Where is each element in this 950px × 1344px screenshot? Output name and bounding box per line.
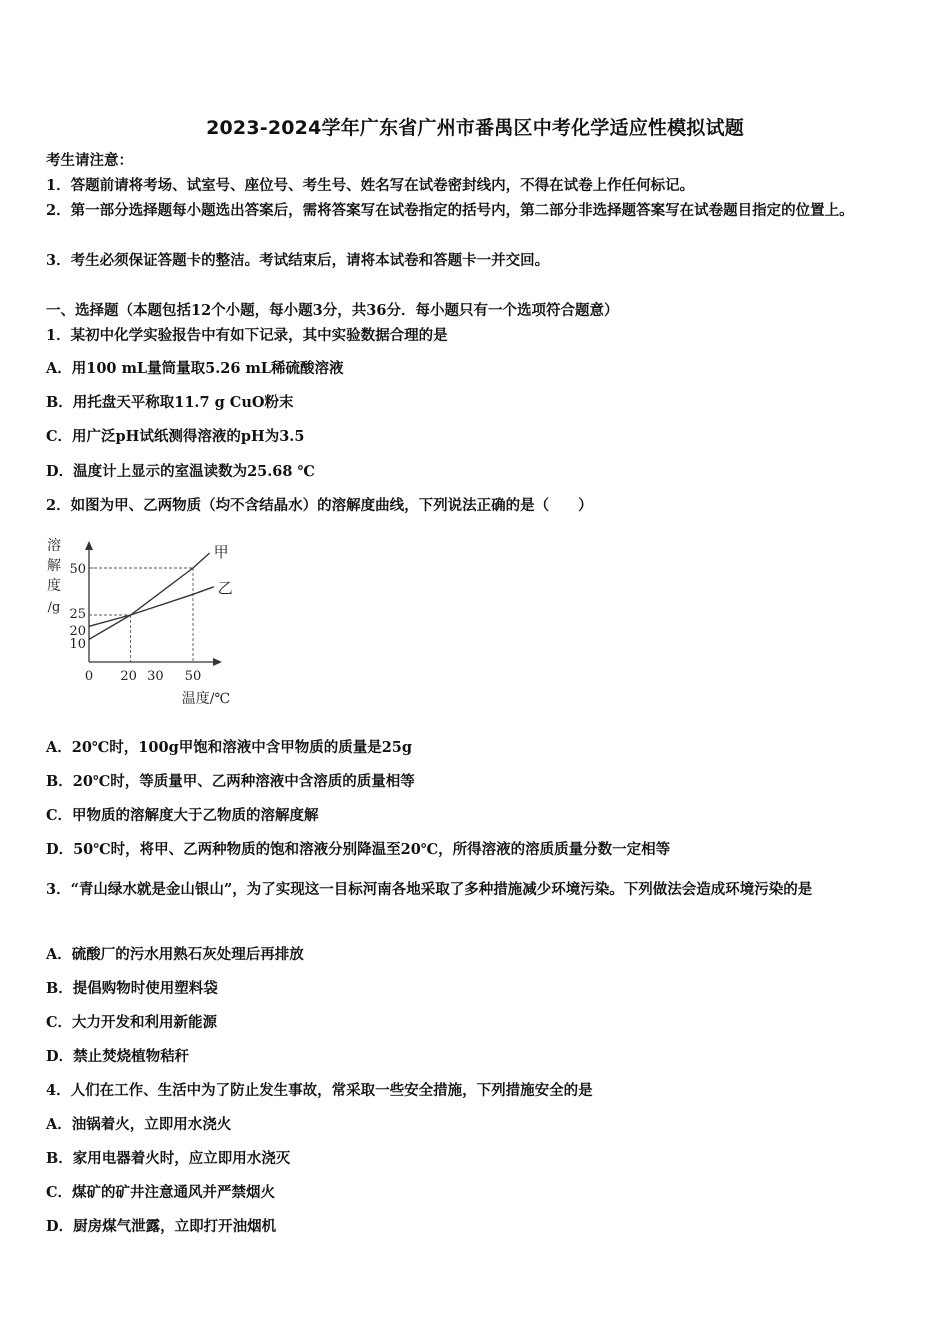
origin-label: 0	[84, 669, 94, 684]
option-b: B．用托盘天平称取11.7 g CuO粉末	[46, 394, 294, 411]
question-stem: 4．人们在工作、生活中为了防止发生事故，常采取一些安全措施，下列措施安全的是	[46, 1082, 593, 1099]
series-line-yi	[89, 587, 214, 627]
notice-item: 3．考生必须保证答题卡的整洁。考试结束后，请将本试卷和答题卡一并交回。	[46, 252, 550, 269]
option-a: A．20℃时，100g甲饱和溶液中含甲物质的质量是25g	[46, 739, 413, 756]
notice-item: 1．答题前请将考场、试室号、座位号、考生号、姓名写在试卷密封线内，不得在试卷上作任何标记。	[46, 177, 695, 194]
y-axis-label	[47, 537, 61, 615]
option-a: A．油锅着火，立即用水浇火	[46, 1116, 232, 1133]
series-group	[89, 543, 233, 639]
y-tick-label: 20	[69, 624, 86, 640]
x-tick-label: 50	[184, 669, 202, 684]
notice-item: 2．第一部分选择题每小题选出答案后，需将答案写在试卷指定的括号内，第二部分非选择题答案写在试卷题目指定的位置上。	[46, 202, 854, 219]
question-stem: 2．如图为甲、乙两物质（均不含结晶水）的溶解度曲线，下列说法正确的是（ ）	[46, 497, 593, 514]
option-d: D．温度计上显示的室温读数为25.68 ℃	[46, 463, 315, 480]
series-label-yi: 乙	[217, 578, 233, 597]
x-axis-arrow	[213, 658, 222, 666]
notice-heading: 考生请注意：	[46, 152, 133, 169]
question-stem: 3．“青山绿水就是金山银山”，为了实现这一目标河南各地采取了多种措施减少环境污染。下列做法会造成环境污染的是	[46, 881, 813, 898]
question-stem: 1．某初中化学实验报告中有如下记录，其中实验数据合理的是	[46, 327, 448, 344]
page-title: 2023-2024学年广东省广州市番禺区中考化学适应性模拟试题	[206, 117, 744, 139]
guide-lines	[89, 568, 193, 662]
option-d: D．禁止焚烧植物秸秆	[46, 1048, 190, 1065]
y-tick-label: 25	[69, 607, 86, 622]
x-tick-label: 20	[120, 669, 137, 684]
option-c: C．甲物质的溶解度大于乙物质的溶解度解	[46, 807, 319, 824]
option-d: D．厨房煤气泄露，立即打开油烟机	[46, 1218, 277, 1235]
section-heading: 一、选择题（本题包括12个小题，每小题3分，共36分．每小题只有一个选项符合题意）	[46, 302, 619, 319]
option-c: C．大力开发和利用新能源	[46, 1014, 218, 1031]
series-line-jia	[89, 553, 210, 639]
y-label-char: 解	[47, 558, 61, 574]
series-label-jia: 甲	[213, 542, 229, 561]
option-c: C．用广泛pH试纸测得溶液的pH为3.5	[46, 428, 305, 445]
y-tick-label: 10	[69, 637, 86, 653]
x-tick-label: 30	[147, 669, 164, 684]
option-a: A．用100 mL量筒量取5.26 mL稀硫酸溶液	[46, 360, 344, 377]
option-c: C．煤矿的矿井注意通风并严禁烟火	[46, 1184, 276, 1201]
option-b: B．提倡购物时使用塑料袋	[46, 980, 218, 997]
x-axis-label: 温度/℃	[181, 691, 231, 707]
solubility-chart	[40, 528, 250, 713]
option-a: A．硫酸厂的污水用熟石灰处理后再排放	[46, 946, 304, 963]
y-label-char: 度	[47, 578, 61, 594]
option-d: D．50℃时，将甲、乙两种物质的饱和溶液分别降温至20℃，所得溶液的溶质质量分数一定相等	[46, 841, 671, 858]
option-b: B．家用电器着火时，应立即用水浇灭	[46, 1150, 291, 1167]
y-tick-label: 50	[69, 562, 86, 577]
y-label-char: /g	[47, 600, 61, 615]
y-label-char: 溶	[47, 538, 61, 554]
option-b: B．20℃时，等质量甲、乙两种溶液中含溶质的质量相等	[46, 773, 415, 790]
y-axis-arrow	[85, 541, 93, 550]
